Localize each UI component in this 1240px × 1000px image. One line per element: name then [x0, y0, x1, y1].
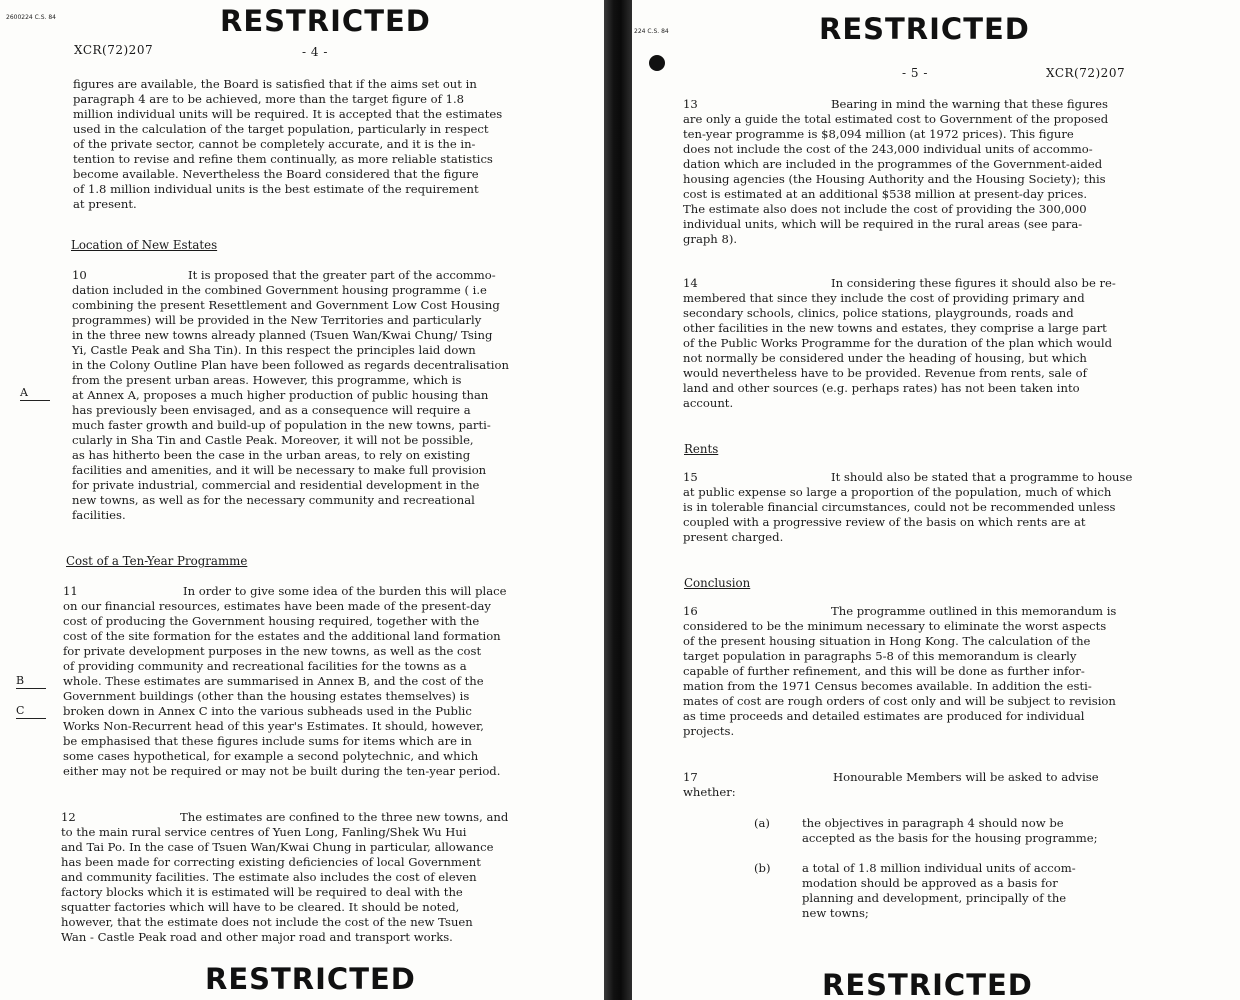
text-line: The estimate also does not include the cost of providing the 300,000 [683, 202, 1087, 216]
text-line: facilities. [72, 508, 126, 522]
text-line: at Annex A, proposes a much higher production of public housing than [72, 388, 489, 402]
text-line: coupled with a progressive review of the basis on which rents are at [683, 515, 1086, 529]
text-line: of the private sector, cannot be completely accurate, and it is the in- [73, 137, 476, 151]
text-line: is in tolerable financial circumstances, could not be recommended unless [683, 500, 1116, 514]
text-line: are only a guide the total estimated cost to Government of the proposed [683, 112, 1109, 126]
restricted-stamp-bottom: RESTRICTED [205, 962, 416, 996]
text-line: does not include the cost of the 243,000 individual units of accommo- [683, 142, 1093, 156]
text-line: mates of cost are rough orders of cost only and will be subject to revision [683, 694, 1116, 708]
sub-item-b [754, 861, 1076, 921]
text-line: Honourable Members will be asked to advise [833, 770, 1099, 784]
form-code: 224 C.S. 84 [634, 28, 669, 35]
text-line: of the Public Works Programme for the duration of the plan which would [683, 336, 1113, 350]
text-line: considered to be the minimum necessary to eliminate the worst aspects [683, 619, 1107, 633]
heading-rents: Rents [684, 442, 719, 456]
text-line: Government buildings (other than the housing estates themselves) is [63, 689, 470, 703]
text-line: has previously been envisaged, and as a consequence will require a [72, 403, 471, 417]
text-line: ten-year programme is $8,094 million (at 1972 prices). This figure [683, 127, 1074, 141]
text-line: as has hitherto been the case in the urban areas, to rely on existing [72, 448, 471, 462]
text-line: a total of 1.8 million individual units of accom- [802, 861, 1076, 875]
text-line: to the main rural service centres of Yuen Long, Fanling/Shek Wu Hui [61, 825, 467, 839]
text-line: become available. Nevertheless the Board considered that the figure [73, 167, 479, 181]
page-number: - 4 - [302, 45, 328, 59]
text-line: of providing community and recreational facilities for the towns as a [63, 659, 467, 673]
text-line: cularly in Sha Tin and Castle Peak. Moreover, it will not be possible, [72, 433, 474, 447]
text-line: new towns; [802, 906, 869, 920]
margin-annex-c: C [16, 704, 46, 719]
text-line: dation included in the combined Government housing programme ( i.e [72, 283, 487, 297]
left-page [0, 0, 604, 1000]
text-line: the objectives in paragraph 4 should now be [802, 816, 1064, 830]
text-line: not normally be considered under the heading of housing, but which [683, 351, 1087, 365]
text-line: broken down in Annex C into the various subheads used in the Public [63, 704, 472, 718]
text-line: much faster growth and build-up of population in the new towns, parti- [72, 418, 491, 432]
text-line: in the Colony Outline Plan have been followed as regards decentralisation [72, 358, 509, 372]
text-line: The programme outlined in this memorandum is [831, 604, 1117, 618]
text-line: from the present urban areas. However, this programme, which is [72, 373, 462, 387]
text-line: either may not be required or may not be built during the ten-year period. [63, 764, 501, 778]
text-line: whether: [683, 785, 736, 799]
text-line: Bearing in mind the warning that these figures [831, 97, 1108, 111]
text-line: on our financial resources, estimates have been made of the present-day [63, 599, 491, 613]
text-line: new towns, as well as for the necessary community and recreational [72, 493, 475, 507]
text-line: and Tai Po. In the case of Tsuen Wan/Kwai Chung in particular, allowance [61, 840, 494, 854]
paragraph-14 [683, 276, 1116, 411]
margin-annex-b: B [16, 674, 46, 689]
text-line: target population in paragraphs 5-8 of this memorandum is clearly [683, 649, 1077, 663]
text-line: present charged. [683, 530, 784, 544]
paragraph-12 [61, 810, 508, 945]
heading-cost-of-programme: Cost of a Ten-Year Programme [66, 554, 248, 568]
punch-hole [649, 55, 665, 71]
form-code: 2600224 C.S. 84 [6, 14, 56, 21]
paragraph-13 [683, 97, 1108, 247]
sub-item-label: (a) [754, 816, 770, 830]
paragraph-17 [683, 770, 1099, 800]
text-line: however, that the estimate does not include the cost of the new Tsuen [61, 915, 473, 929]
text-line: of the present housing situation in Hong Kong. The calculation of the [683, 634, 1091, 648]
text-line: cost is estimated at an additional $538 million at present-day prices. [683, 187, 1088, 201]
opening-paragraph [73, 77, 502, 212]
text-line: capable of further refinement, and this will be done as further infor- [683, 664, 1085, 678]
text-line: for private development purposes in the new towns, as well as the cost [63, 644, 482, 658]
text-line: be emphasised that these figures include sums for items which are in [63, 734, 472, 748]
text-line: The estimates are confined to the three new towns, and [180, 810, 509, 824]
paragraph-number: 11 [63, 584, 78, 598]
paragraph-number: 14 [683, 276, 698, 290]
text-line: Works Non-Recurrent head of this year's Estimates. It should, however, [63, 719, 484, 733]
paragraph-15 [683, 470, 1132, 545]
paragraph-number: 17 [683, 770, 698, 784]
text-line: factory blocks which it is estimated will be required to deal with the [61, 885, 463, 899]
text-line: would nevertheless have to be provided. Revenue from rents, sale of [683, 366, 1087, 380]
text-line: dation which are included in the programmes of the Government-aided [683, 157, 1103, 171]
text-line: cost of producing the Government housing required, together with the [63, 614, 480, 628]
text-line: for private industrial, commercial and residential development in the [72, 478, 480, 492]
margin-annex-a: A [20, 386, 50, 401]
sub-item-a [754, 816, 1098, 846]
text-line: figures are available, the Board is satisfied that if the aims set out in [73, 77, 477, 91]
text-line: some cases hypothetical, for example a second polytechnic, and which [63, 749, 479, 763]
paragraph-number: 16 [683, 604, 698, 618]
paragraph-number: 15 [683, 470, 698, 484]
binding-gutter [604, 0, 632, 1000]
text-line: accepted as the basis for the housing programme; [802, 831, 1098, 845]
text-line: account. [683, 396, 734, 410]
text-line: combining the present Resettlement and Government Low Cost Housing [72, 298, 500, 312]
text-line: It should also be stated that a programme to house [831, 470, 1133, 484]
heading-location-of-new-estates: Location of New Estates [71, 238, 218, 252]
paragraph-10 [72, 268, 509, 523]
text-line: programmes) will be provided in the New Territories and particularly [72, 313, 482, 327]
document-reference: XCR(72)207 [1046, 66, 1126, 80]
document-reference: XCR(72)207 [74, 43, 154, 57]
paragraph-11 [63, 584, 506, 779]
text-line: planning and development, principally of the [802, 891, 1067, 905]
text-line: in the three new towns already planned (Tsuen Wan/Kwai Chung/ Tsing [72, 328, 493, 342]
text-line: Yi, Castle Peak and Sha Tin). In this respect the principles laid down [72, 343, 476, 357]
paragraph-number: 10 [72, 268, 87, 282]
text-line: paragraph 4 are to be achieved, more than the target figure of 1.8 [73, 92, 465, 106]
paragraph-number: 12 [61, 810, 76, 824]
text-line: at public expense so large a proportion of the population, much of which [683, 485, 1112, 499]
text-line: secondary schools, clinics, police stations, playgrounds, roads and [683, 306, 1074, 320]
right-page [632, 0, 1240, 1000]
text-line: modation should be approved as a basis for [802, 876, 1058, 890]
restricted-stamp-top: RESTRICTED [819, 12, 1030, 46]
text-line: and community facilities. The estimate also includes the cost of eleven [61, 870, 477, 884]
text-line: facilities and amenities, and it will be necessary to make full provision [72, 463, 487, 477]
text-line: other facilities in the new towns and estates, they comprise a large part [683, 321, 1107, 335]
text-line: In considering these figures it should also be re- [831, 276, 1116, 290]
text-line: squatter factories which will have to be cleared. It should be noted, [61, 900, 460, 914]
text-line: million individual units will be required. It is accepted that the estimates [73, 107, 503, 121]
text-line: In order to give some idea of the burden this will place [183, 584, 507, 598]
text-line: Wan - Castle Peak road and other major road and transport works. [61, 930, 453, 944]
text-line: at present. [73, 197, 137, 211]
restricted-stamp-top: RESTRICTED [220, 4, 431, 38]
text-line: graph 8). [683, 232, 738, 246]
text-line: individual units, which will be required in the rural areas (see para- [683, 217, 1083, 231]
text-line: housing agencies (the Housing Authority and the Housing Society); this [683, 172, 1106, 186]
text-line: mation from the 1971 Census becomes available. In addition the esti- [683, 679, 1092, 693]
paragraph-16 [683, 604, 1116, 739]
text-line: has been made for correcting existing deficiencies of local Government [61, 855, 481, 869]
text-line: land and other sources (e.g. perhaps rates) has not been taken into [683, 381, 1080, 395]
text-line: membered that since they include the cost of providing primary and [683, 291, 1085, 305]
text-line: whole. These estimates are summarised in Annex B, and the cost of the [63, 674, 484, 688]
text-line: It is proposed that the greater part of the accommo- [188, 268, 496, 282]
sub-item-label: (b) [754, 861, 771, 875]
heading-conclusion: Conclusion [684, 576, 751, 590]
text-line: tention to revise and refine them continually, as more reliable statistics [73, 152, 493, 166]
text-line: projects. [683, 724, 735, 738]
text-line: used in the calculation of the target population, particularly in respect [73, 122, 489, 136]
text-line: cost of the site formation for the estates and the additional land formation [63, 629, 501, 643]
text-line: of 1.8 million individual units is the best estimate of the requirement [73, 182, 479, 196]
restricted-stamp-bottom: RESTRICTED [822, 968, 1033, 1000]
text-line: as time proceeds and detailed estimates are produced for individual [683, 709, 1085, 723]
paragraph-number: 13 [683, 97, 698, 111]
page-number: - 5 - [902, 66, 928, 80]
